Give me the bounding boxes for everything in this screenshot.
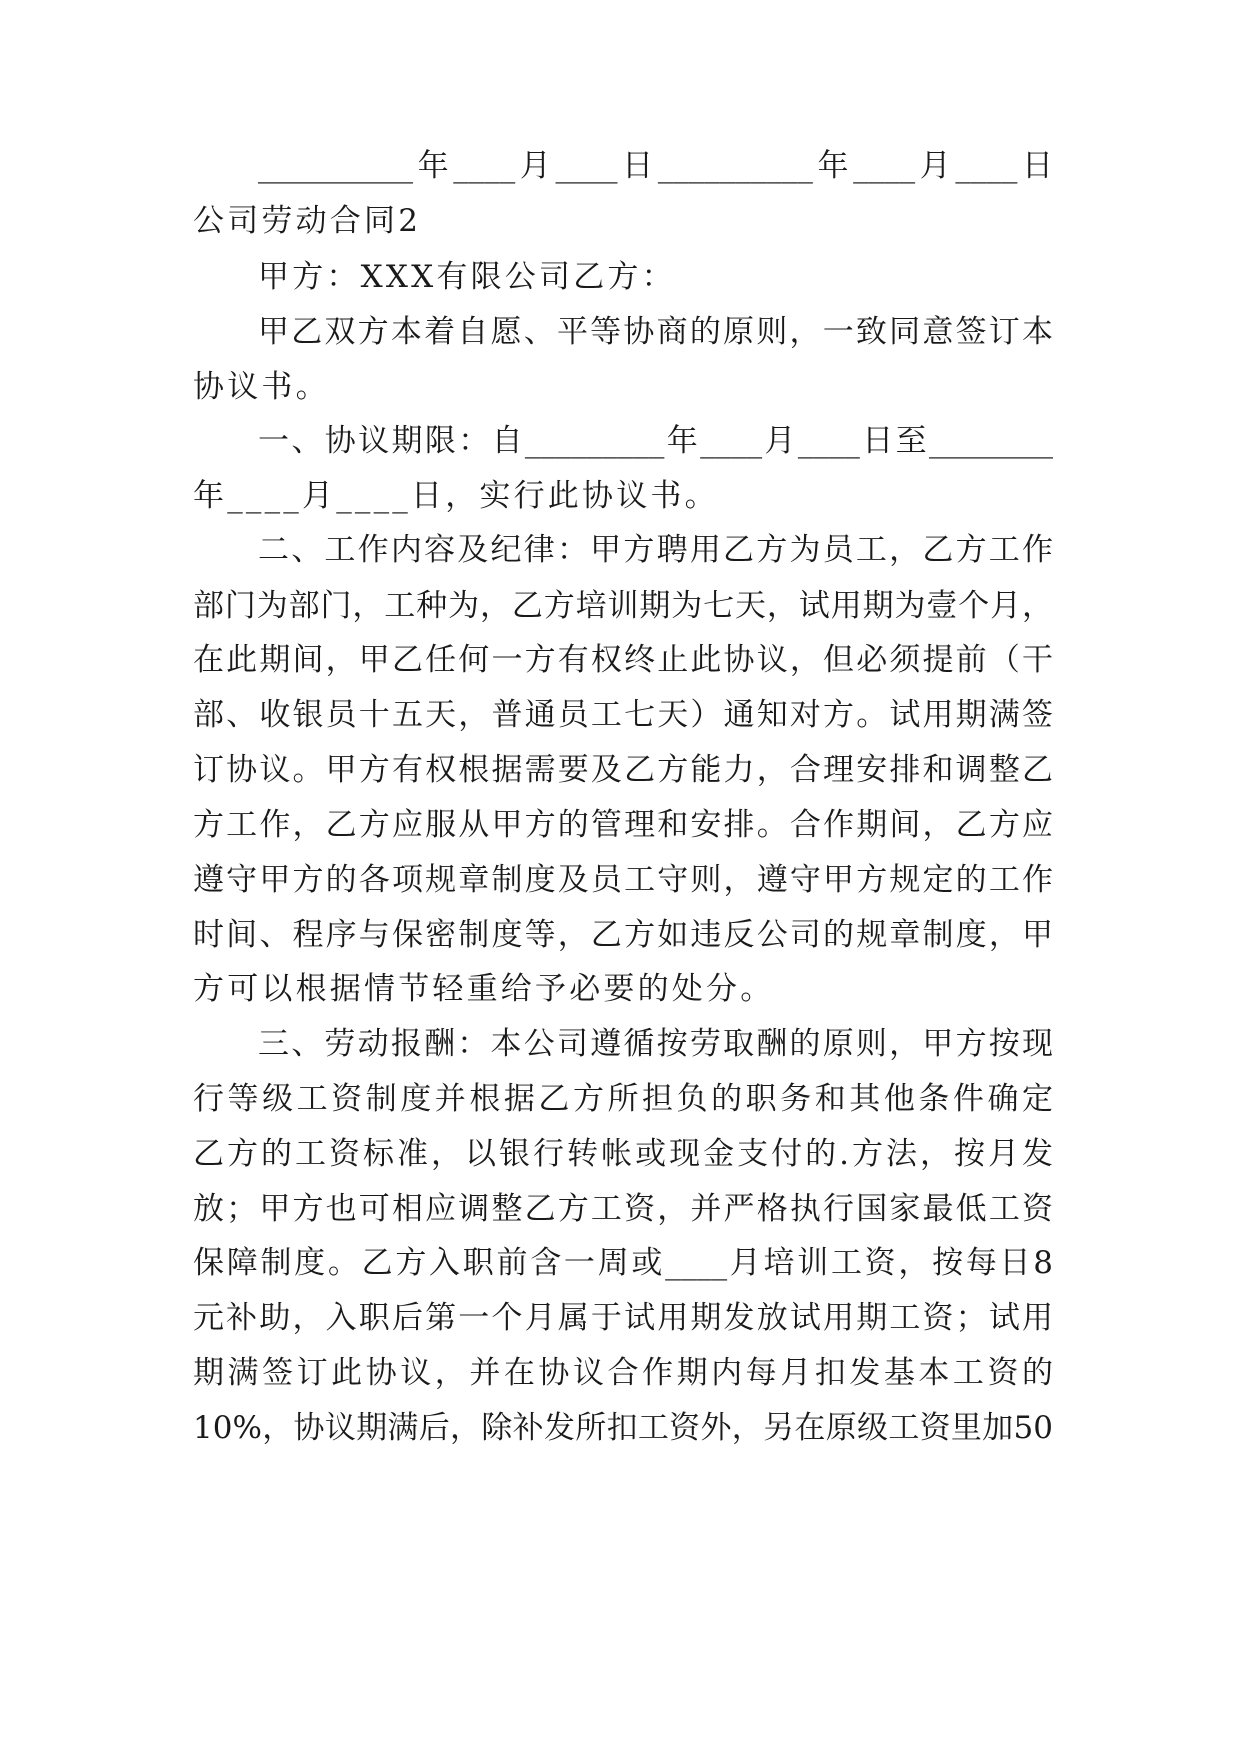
parties-line: 甲方：XXX有限公司乙方：: [258, 259, 676, 295]
paragraph-line: 方可以根据情节轻重给予必要的处分。: [193, 971, 775, 1007]
paragraph-line: 乙方的工资标准，以银行转帐或现金支付的.方法，按月发: [193, 1136, 1053, 1172]
date-signature-line: __________年____月____日__________年____月____日: [258, 148, 1053, 184]
paragraph-line: 二、工作内容及纪律：甲方聘用乙方为员工，乙方工作: [258, 532, 1053, 568]
paragraph-line: 甲乙双方本着自愿、平等协商的原则，一致同意签订本: [258, 314, 1053, 350]
paragraph-line: 10%，协议期满后，除补发所扣工资外，另在原级工资里加50: [193, 1410, 1053, 1446]
paragraph-line: 行等级工资制度并根据乙方所担负的职务和其他条件确定: [193, 1081, 1053, 1117]
paragraph-line: 一、协议期限：自_________年____月____日至________: [258, 423, 1053, 459]
paragraph-line: 元补助，入职后第一个月属于试用期发放试用期工资；试用: [193, 1300, 1053, 1336]
paragraph-line: 部、收银员十五天，普通员工七天）通知对方。试用期满签: [193, 697, 1053, 733]
paragraph-line: 在此期间，甲乙任何一方有权终止此协议，但必须提前（干: [193, 642, 1053, 678]
paragraph-line: 期满签订此协议，并在协议合作期内每月扣发基本工资的: [193, 1355, 1053, 1391]
paragraph-line: 遵守甲方的各项规章制度及员工守则，遵守甲方规定的工作: [193, 862, 1053, 898]
paragraph-line: 三、劳动报酬：本公司遵循按劳取酬的原则，甲方按现: [258, 1026, 1053, 1062]
section-title: 公司劳动合同2: [193, 203, 422, 239]
paragraph-line: 保障制度。乙方入职前含一周或____月培训工资，按每日8: [193, 1245, 1053, 1281]
paragraph-line: 放；甲方也可相应调整乙方工资，并严格执行国家最低工资: [193, 1191, 1053, 1227]
paragraph-line: 订协议。甲方有权根据需要及乙方能力，合理安排和调整乙: [193, 752, 1053, 788]
paragraph-line: 协议书。: [193, 369, 330, 405]
paragraph-line: 年____月____日，实行此协议书。: [193, 478, 719, 514]
paragraph-line: 时间、程序与保密制度等，乙方如违反公司的规章制度，甲: [193, 917, 1053, 953]
paragraph-line: 部门为部门，工种为，乙方培训期为七天，试用期为壹个月，: [193, 588, 1053, 624]
paragraph-line: 方工作，乙方应服从甲方的管理和安排。合作期间，乙方应: [193, 807, 1053, 843]
